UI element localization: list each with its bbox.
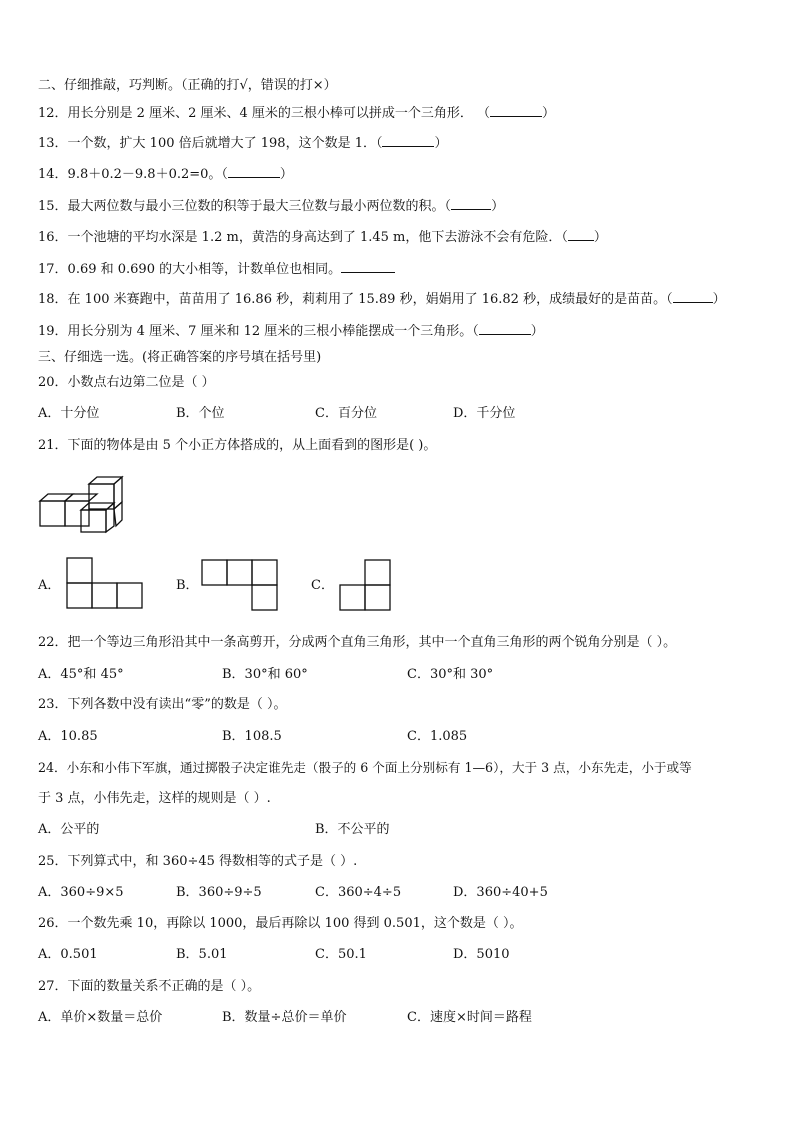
q12-number: 12．: [38, 106, 68, 121]
q24-option-b[interactable]: B．不公平的: [315, 822, 390, 837]
question-20: 20．小数点右边第二位是（ ）: [38, 375, 215, 390]
q19-answer-blank[interactable]: [479, 322, 531, 335]
q15-text: 最大两位数与最小三位数的积等于最大三位数与最小两位数的积。（: [67, 199, 452, 214]
section3-title: 三、仔细选一选。(将正确答案的序号填在括号里): [38, 350, 322, 365]
q21-option-a-figure[interactable]: [66, 557, 144, 609]
question-26: 26．一个数先乘 10，再除以 1000，最后再除以 100 得到 0.501，这个数是（ ）。: [38, 916, 523, 931]
q23-option-b[interactable]: B．108.5: [222, 729, 282, 744]
q20-option-b[interactable]: B．个位: [176, 406, 225, 421]
q14-text: 9.8＋0.2－9.8＋0.2=0。（: [67, 167, 228, 182]
q21-option-b-figure[interactable]: [201, 559, 279, 611]
question-24-line1: 24．小东和小伟下军旗，通过掷骰子决定谁先走（骰子的 6 个面上分别标有 1—6），大于 3 点，小东先走，小于或等: [38, 760, 692, 775]
q17-text: 0.69 和 0.690 的大小相等，计数单位也相同。: [67, 262, 342, 277]
question-14: 14．9.8＋0.2－9.8＋0.2=0。（ ）: [38, 167, 293, 182]
q22-option-c[interactable]: C．30°和 30°: [407, 667, 494, 682]
question-23: 23．下列各数中没有读出“零”的数是（ ）。: [38, 697, 287, 712]
q13-text: 一个数，扩大 100 倍后就增大了 198，这个数是 1．（: [67, 136, 383, 151]
question-16: 16．一个池塘的平均水深是 1.2 m，黄浩的身高达到了 1.45 m，他下去游泳不会有危险．（ ）: [38, 230, 607, 245]
q20-option-c[interactable]: C．百分位: [315, 406, 377, 421]
question-21: 21．下面的物体是由 5 个小正方体搭成的，从上面看到的图形是( )。: [38, 438, 437, 453]
question-17: 17．0.69 和 0.690 的大小相等，计数单位也相同。: [38, 260, 395, 279]
q18-text: 在 100 米赛跑中，苗苗用了 16.86 秒，莉莉用了 15.89 秒，娟娟用了 16.82 秒，成绩最好的是苗苗。（: [67, 292, 673, 307]
question-22: 22．把一个等边三角形沿其中一条高剪开，分成两个直角三角形，其中一个直角三角形的两个锐角分别是（ ）。: [38, 635, 677, 650]
question-27: 27．下面的数量关系不正确的是（ ）。: [38, 979, 261, 994]
section2-title: 二、仔细推敲，巧判断。（正确的打√，错误的打×）: [38, 78, 337, 93]
q27-option-b[interactable]: B．数量÷总价＝单价: [222, 1010, 347, 1025]
q16-text: 一个池塘的平均水深是 1.2 m，黄浩的身高达到了 1.45 m，他下去游泳不会有危险．（: [67, 230, 568, 245]
q21-option-a-label[interactable]: A．: [38, 578, 61, 593]
q19-text: 用长分别为 4 厘米、7 厘米和 12 厘米的三根小棒能摆成一个三角形。（: [67, 324, 479, 339]
q26-option-a[interactable]: A．0.501: [38, 947, 98, 962]
question-15: 15．最大两位数与最小三位数的积等于最大三位数与最小两位数的积。（ ）: [38, 199, 505, 214]
q25-option-c[interactable]: C．360÷4÷5: [315, 885, 402, 900]
q25-option-d[interactable]: D．360÷40+5: [453, 885, 548, 900]
q18-answer-blank[interactable]: [673, 290, 713, 303]
question-24-line2: 于 3 点，小伟先走，这样的规则是（ ）.: [38, 791, 271, 806]
q27-option-c[interactable]: C．速度×时间＝路程: [407, 1010, 532, 1025]
question-19: 19．用长分别为 4 厘米、7 厘米和 12 厘米的三根小棒能摆成一个三角形。（ ）: [38, 324, 544, 339]
q12-answer-blank[interactable]: [490, 104, 542, 117]
q26-option-b[interactable]: B．5.01: [176, 947, 228, 962]
q21-option-c-figure[interactable]: [339, 559, 393, 611]
cube-stack-figure: [38, 472, 130, 534]
q26-option-c[interactable]: C．50.1: [315, 947, 367, 962]
question-13: 13．一个数，扩大 100 倍后就增大了 198，这个数是 1．（ ）: [38, 136, 448, 151]
q22-option-a[interactable]: A．45°和 45°: [38, 667, 124, 682]
question-18: 18．在 100 米赛跑中，苗苗用了 16.86 秒，莉莉用了 15.89 秒，娟娟用了 16.82 秒，成绩最好的是苗苗。（ ）: [38, 292, 726, 307]
q23-option-a[interactable]: A．10.85: [38, 729, 98, 744]
question-12: 12．用长分别是 2 厘米、2 厘米、4 厘米的三根小棒可以拼成一个三角形． （ ）: [38, 106, 556, 121]
question-25: 25．下列算式中，和 360÷45 得数相等的式子是（ ）.: [38, 854, 358, 869]
q24-option-a[interactable]: A．公平的: [38, 822, 100, 837]
q20-option-a[interactable]: A．十分位: [38, 406, 100, 421]
q13-answer-blank[interactable]: [382, 134, 434, 147]
q14-answer-blank[interactable]: [228, 165, 280, 178]
q21-option-b-label[interactable]: B．: [176, 578, 199, 593]
q23-option-c[interactable]: C．1.085: [407, 729, 468, 744]
q25-option-b[interactable]: B．360÷9÷5: [176, 885, 262, 900]
q22-option-b[interactable]: B．30°和 60°: [222, 667, 308, 682]
q21-option-c-label[interactable]: C．: [311, 578, 334, 593]
q20-option-d[interactable]: D．千分位: [453, 406, 516, 421]
q26-option-d[interactable]: D．5010: [453, 947, 510, 962]
q25-option-a[interactable]: A．360÷9×5: [38, 885, 124, 900]
q17-answer-blank[interactable]: [341, 260, 395, 273]
q27-option-a[interactable]: A．单价×数量＝总价: [38, 1010, 163, 1025]
q16-answer-blank[interactable]: [568, 228, 594, 241]
q15-answer-blank[interactable]: [451, 197, 491, 210]
q12-text: 用长分别是 2 厘米、2 厘米、4 厘米的三根小棒可以拼成一个三角形． （: [67, 106, 491, 121]
